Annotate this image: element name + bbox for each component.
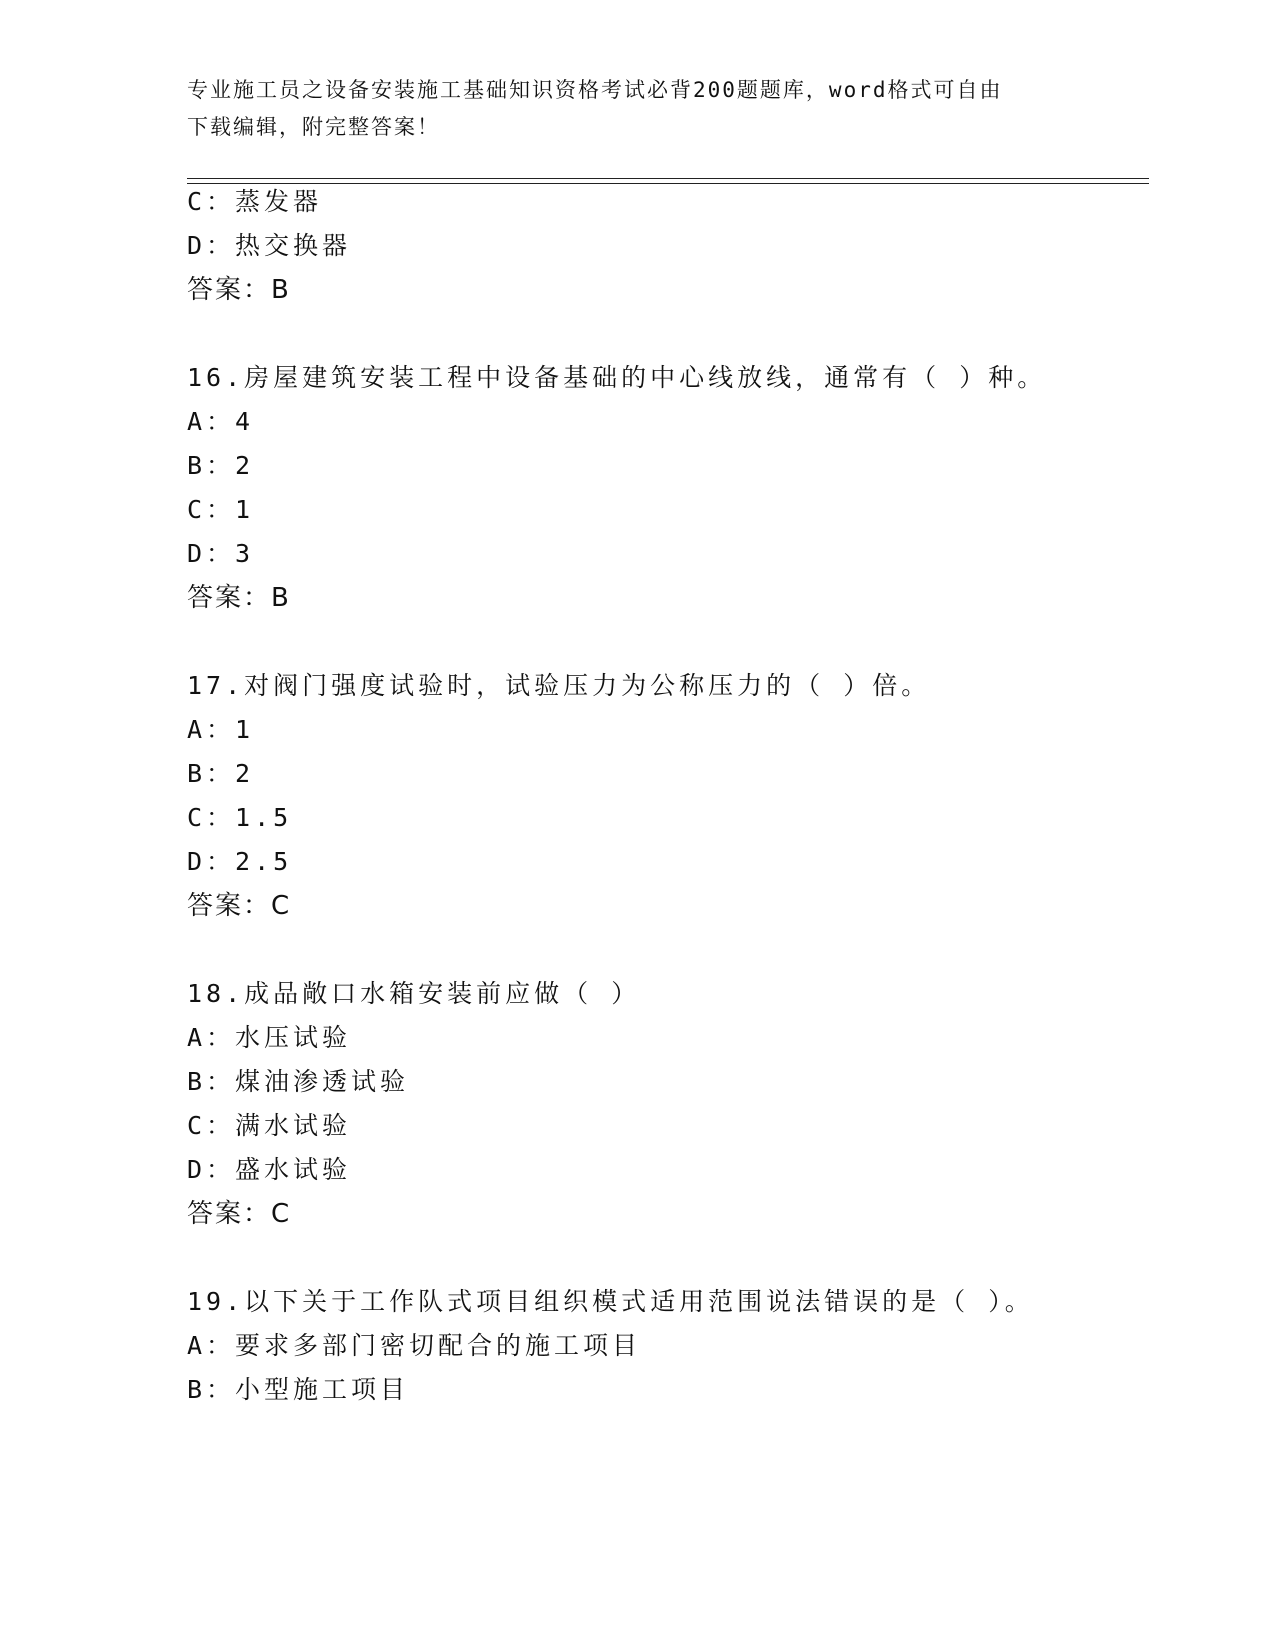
question-19-stem: 19.以下关于工作队式项目组织模式适用范围说法错误的是（ ）。 xyxy=(187,1287,1034,1316)
header-title-line-1: 专业施工员之设备安装施工基础知识资格考试必背200题题库，word格式可自由 xyxy=(187,78,1003,102)
question-18-option-c: C：满水试验 xyxy=(187,1111,352,1140)
question-19-option-b: B：小型施工项目 xyxy=(187,1375,410,1404)
header-title-line-2: 下载编辑，附完整答案！ xyxy=(187,115,440,139)
question-16-option-c: C：1 xyxy=(187,495,255,524)
answer-line: 答案：B xyxy=(187,275,291,305)
question-17-option-b: B：2 xyxy=(187,759,255,788)
question-16-option-d: D：3 xyxy=(187,539,255,568)
question-16-answer: 答案：B xyxy=(187,583,291,613)
header-divider-bottom xyxy=(187,183,1149,184)
question-18-stem: 18.成品敞口水箱安装前应做（ ） xyxy=(187,979,641,1008)
question-18-option-a: A：水压试验 xyxy=(187,1023,352,1052)
question-16-stem: 16.房屋建筑安装工程中设备基础的中心线放线，通常有（ ）种。 xyxy=(187,363,1047,392)
question-18-option-d: D：盛水试验 xyxy=(187,1155,352,1184)
document-header xyxy=(187,72,1087,146)
option-c: C：蒸发器 xyxy=(187,187,323,216)
question-16-option-b: B：2 xyxy=(187,451,255,480)
question-18-answer: 答案：C xyxy=(187,1199,292,1229)
question-17-option-a: A：1 xyxy=(187,715,255,744)
header-divider-top xyxy=(187,178,1149,179)
option-d: D：热交换器 xyxy=(187,231,352,260)
question-18-option-b: B：煤油渗透试验 xyxy=(187,1067,410,1096)
question-16-option-a: A：4 xyxy=(187,407,255,436)
question-17-answer: 答案：C xyxy=(187,891,292,921)
question-17-option-c: C：1.5 xyxy=(187,803,293,832)
question-17-stem: 17.对阀门强度试验时，试验压力为公称压力的（ ）倍。 xyxy=(187,671,931,700)
question-19-option-a: A：要求多部门密切配合的施工项目 xyxy=(187,1331,642,1360)
question-17-option-d: D：2.5 xyxy=(187,847,293,876)
